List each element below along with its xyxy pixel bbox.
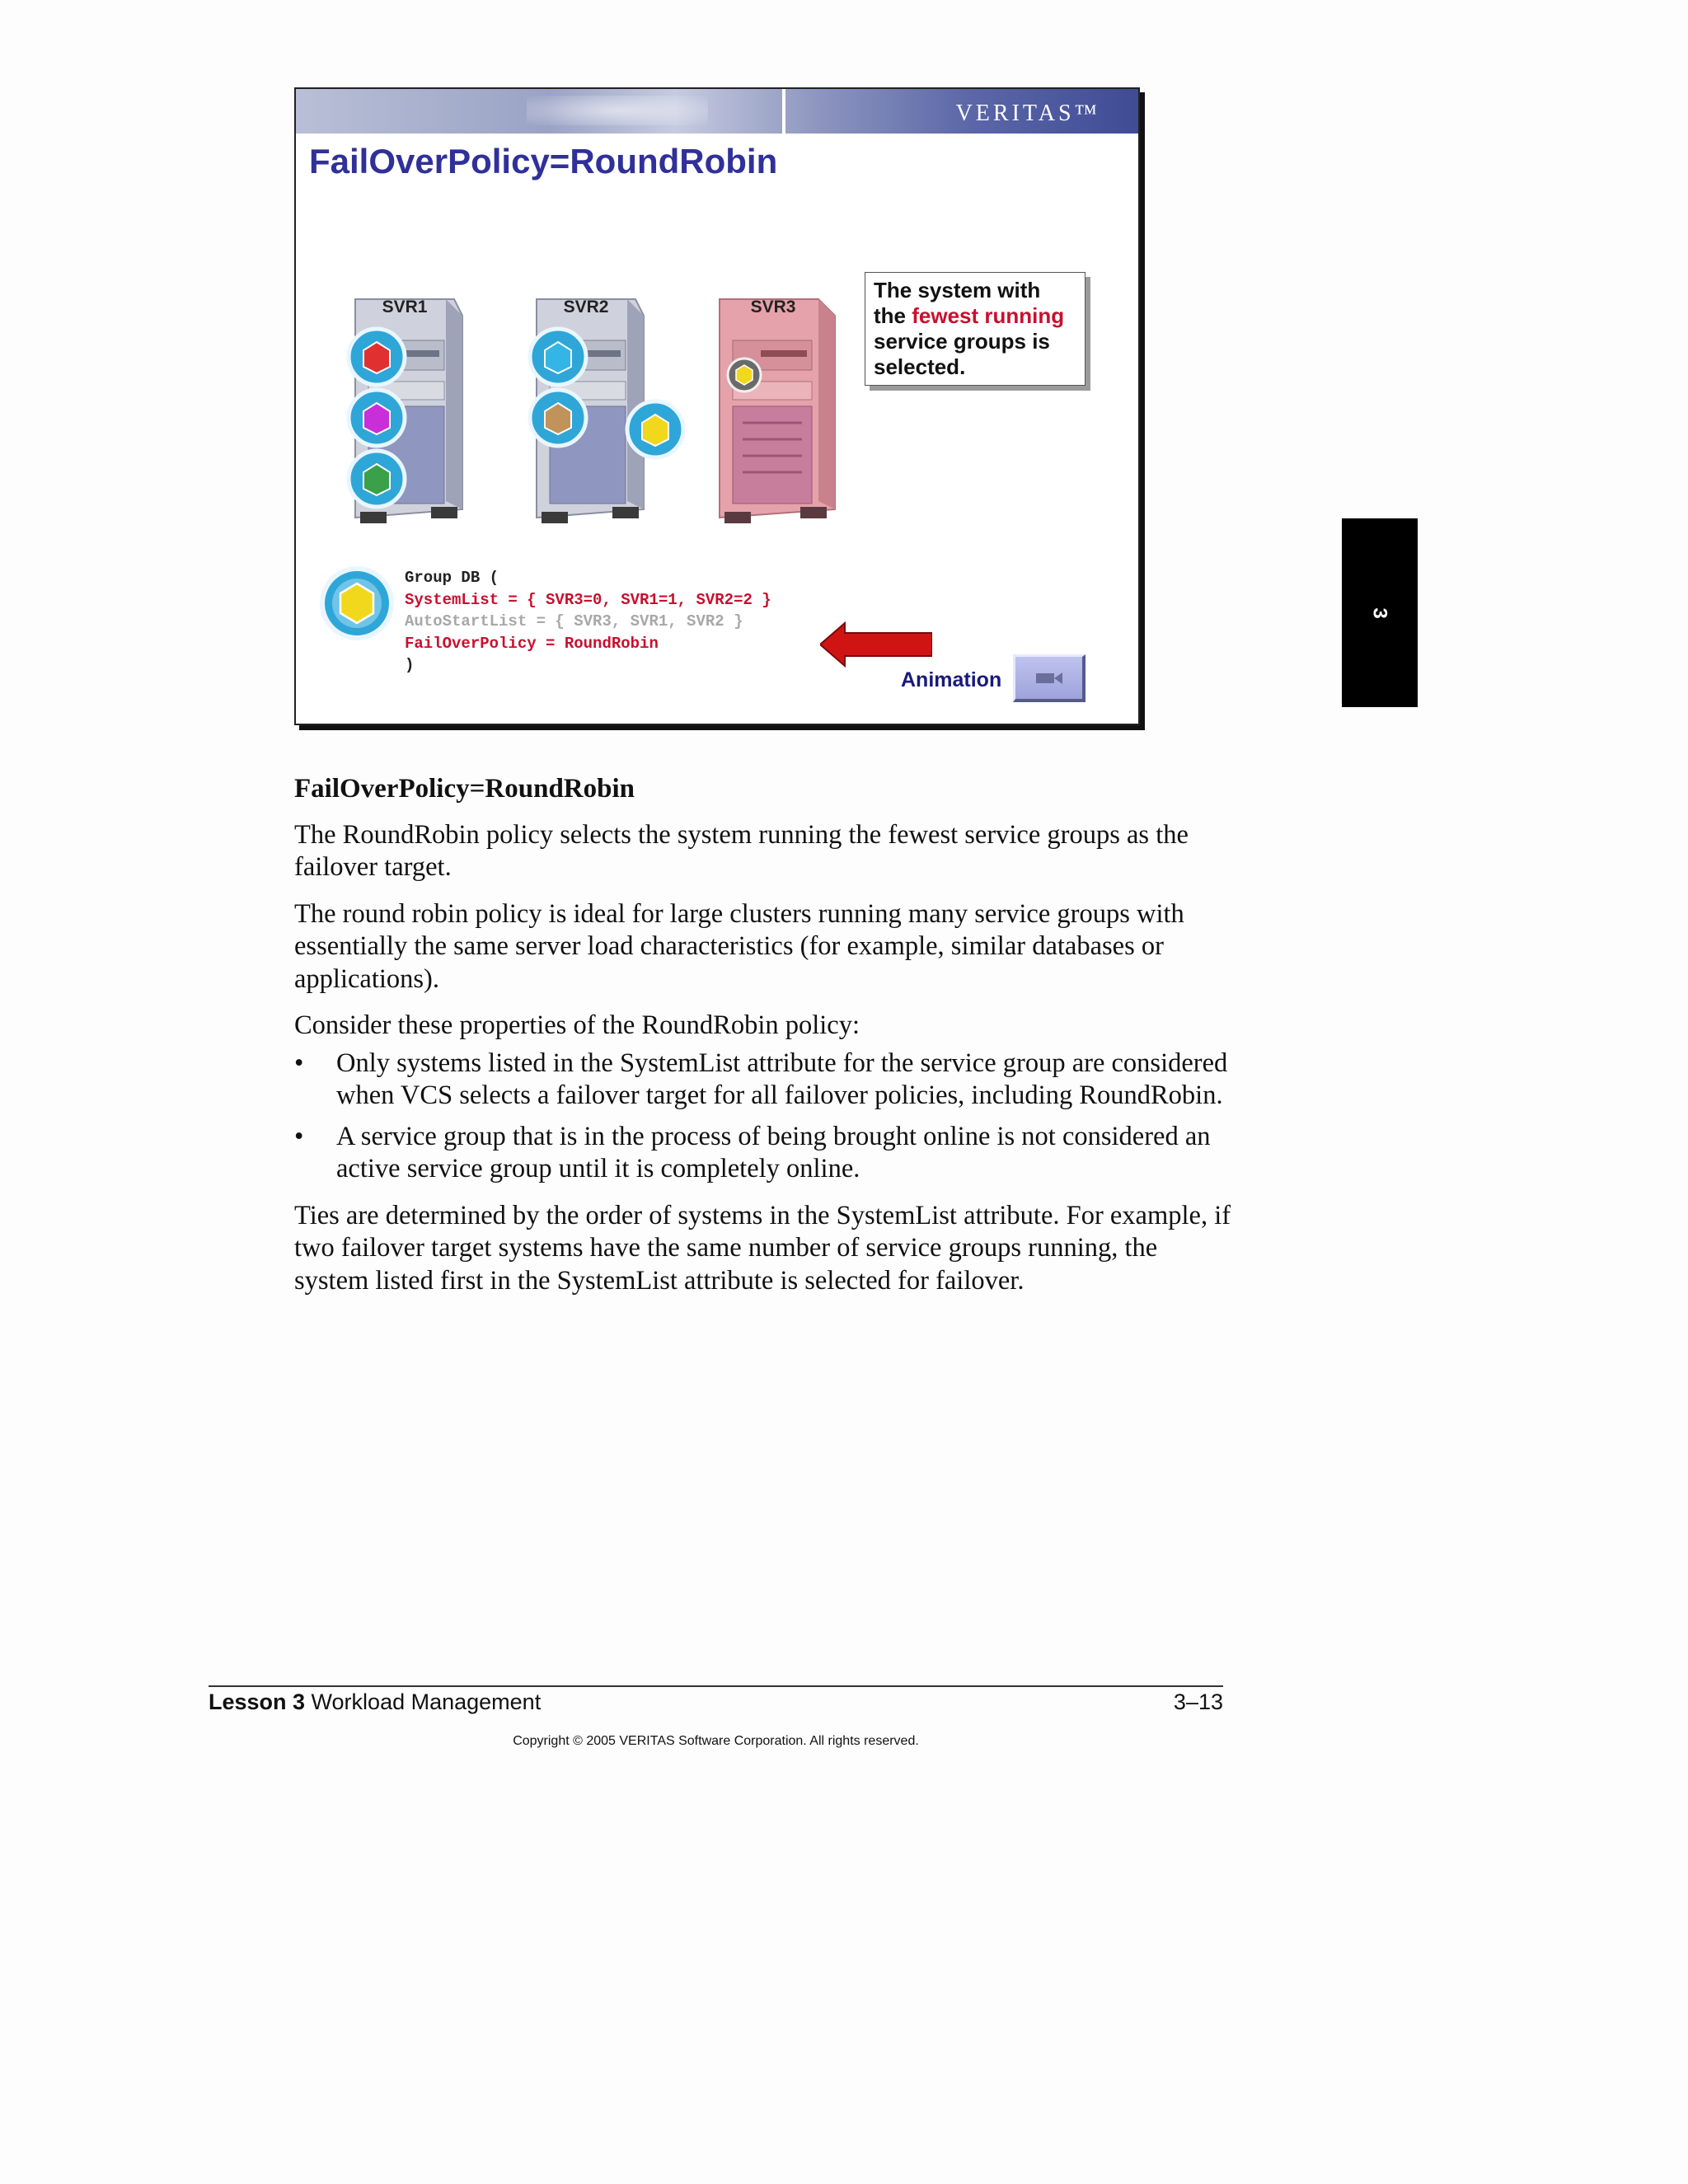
paragraph: Consider these properties of the RoundRobin policy: bbox=[294, 1010, 860, 1040]
server-tower-icon bbox=[520, 291, 685, 538]
slide-figure bbox=[294, 87, 1140, 725]
callout-box bbox=[865, 272, 1085, 386]
server-svr2 bbox=[520, 291, 685, 538]
chapter-tab bbox=[1342, 518, 1418, 707]
server-label: SVR1 bbox=[382, 298, 428, 316]
slide-title: FailOverPolicy=RoundRobin bbox=[309, 142, 778, 180]
code-line: ) bbox=[405, 656, 415, 674]
code-line-failoverpolicy: FailOverPolicy = RoundRobin bbox=[405, 634, 659, 653]
animation-button[interactable] bbox=[1013, 654, 1085, 702]
server-tower-icon bbox=[339, 291, 471, 538]
body-text bbox=[294, 773, 1234, 1311]
chapter-number: 3 bbox=[1368, 607, 1391, 619]
paragraph: The RoundRobin policy selects the system running the fewest service groups as the failover target. bbox=[294, 819, 1189, 882]
list-item-text: A service group that is in the process of being brought online is not considered an active service group until it is completely online. bbox=[336, 1121, 1211, 1183]
code-line-autostartlist: AutoStartList = { SVR3, SVR1, SVR2 } bbox=[405, 612, 743, 630]
callout-line: The system with bbox=[874, 278, 1041, 302]
veritas-logo: VERITAS™ bbox=[955, 101, 1100, 126]
list-item-text: Only systems listed in the SystemList attribute for the service group are considered when VCS selects a failover target for all failover policies, including RoundRobin. bbox=[336, 1047, 1228, 1110]
camera-icon bbox=[1034, 670, 1064, 687]
banner-highlight bbox=[527, 96, 708, 125]
callout-line: service groups is bbox=[874, 329, 1050, 354]
list-item bbox=[294, 1047, 1234, 1113]
callout-text: the bbox=[874, 303, 912, 328]
paragraph: Ties are determined by the order of systems in the SystemList attribute. For example, if two failover target systems have the same number of service groups running, the system listed first in the SystemList attribute is selected for failover. bbox=[294, 1200, 1231, 1296]
server-label: SVR3 bbox=[750, 298, 796, 316]
bullet-marker: • bbox=[294, 1121, 304, 1151]
server-tower-icon bbox=[703, 291, 843, 538]
callout-line: selected. bbox=[874, 354, 966, 379]
footer-rule bbox=[209, 1685, 1223, 1687]
left-arrow-icon bbox=[820, 621, 932, 672]
section-heading: FailOverPolicy=RoundRobin bbox=[294, 774, 635, 804]
bullet-marker: • bbox=[294, 1047, 304, 1078]
code-line-systemlist: SystemList = { SVR3=0, SVR1=1, SVR2=2 } bbox=[405, 590, 771, 609]
banner-divider bbox=[782, 89, 785, 134]
paragraph: The round robin policy is ideal for large clusters running many service groups with essentially the same server load characteristics (for example, similar databases or applications). bbox=[294, 898, 1184, 994]
server-label: SVR2 bbox=[563, 298, 609, 316]
service-group-icon bbox=[319, 565, 395, 645]
server-svr3 bbox=[703, 291, 843, 538]
code-line: Group DB ( bbox=[405, 569, 499, 587]
list-item bbox=[294, 1121, 1234, 1186]
animation-label: Animation bbox=[901, 668, 1002, 691]
group-config-code bbox=[405, 567, 771, 677]
callout-line bbox=[874, 303, 1076, 329]
lesson-title: Workload Management bbox=[305, 1690, 542, 1714]
lesson-number: Lesson 3 bbox=[209, 1690, 306, 1714]
page-number: 3–13 bbox=[1173, 1690, 1223, 1714]
server-svr1 bbox=[339, 291, 471, 538]
slide-banner bbox=[296, 89, 1138, 134]
footer-lesson bbox=[209, 1690, 541, 1715]
copyright-notice: Copyright © 2005 VERITAS Software Corporation. All rights reserved. bbox=[513, 1734, 919, 1748]
bullet-list bbox=[294, 1047, 1234, 1186]
callout-highlight: fewest running bbox=[912, 303, 1065, 328]
